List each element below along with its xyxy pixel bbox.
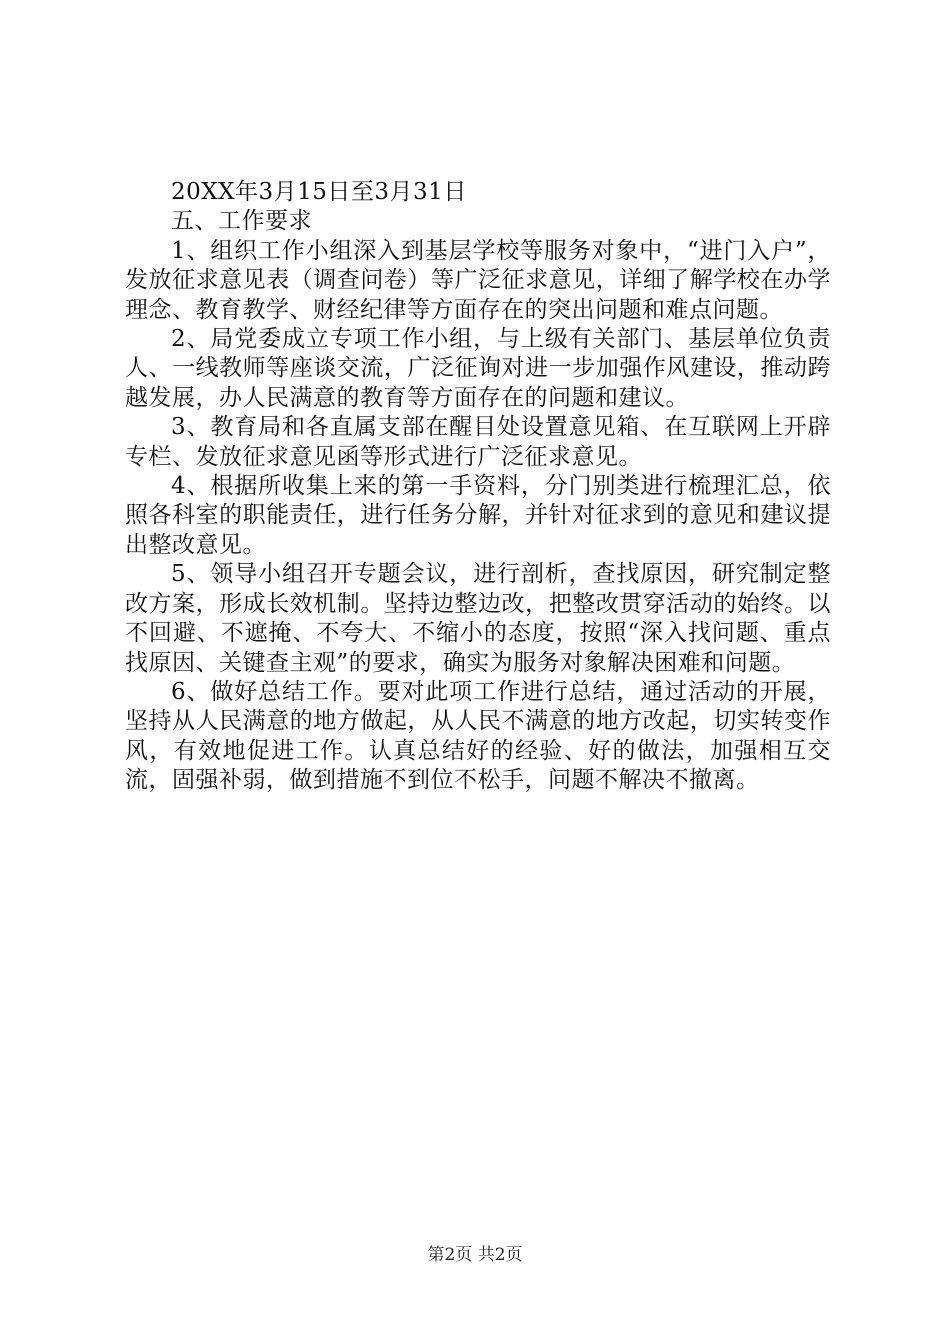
requirement-item-3: 3、教育局和各直属支部在醒目处设置意见箱、在互联网上开辟专栏、发放征求意见函等形式进行广泛征求意见。 — [125, 414, 831, 470]
date-range-line: 20XX年3月15日至3月31日 — [171, 179, 467, 205]
requirement-item-2: 2、局党委成立专项工作小组，与上级有关部门、基层单位负责人、一线教师等座谈交流，广泛征询对进一步加强作风建设，推动跨越发展，办人民满意的教育等方面存在的问题和建议。 — [125, 326, 831, 411]
requirement-item-4: 4、根据所收集上来的第一手资料，分门别类进行梳理汇总，依照各科室的职能责任，进行任务分解，并针对征求到的意见和建议提出整改意见。 — [125, 473, 831, 558]
document-body — [125, 178, 831, 796]
page-number: 第2页 共2页 — [427, 1245, 523, 1265]
requirement-item-1: 1、组织工作小组深入到基层学校等服务对象中，“进门入户”，发放征求意见表（调查问卷）等广泛征求意见，详细了解学校在办学理念、教育教学、财经纪律等方面存在的突出问题和难点问题。 — [125, 237, 831, 323]
requirement-item-5: 5、领导小组召开专题会议，进行剖析，查找原因，研究制定整改方案，形成长效机制。坚持边整边改，把整改贯穿活动的始终。以不回避、不遮掩、不夸大、不缩小的态度，按照“深入找问题、重点找原因、关键查主观”的要求，确实为服务对象解决困难和问题。 — [125, 561, 831, 676]
page-footer — [0, 1244, 950, 1266]
requirement-item-6: 6、做好总结工作。要对此项工作进行总结，通过活动的开展，坚持从人民满意的地方做起，从人民不满意的地方改起，切实转变作风，有效地促进工作。认真总结好的经验、好的做法，加强相互交流，固强补弱，做到措施不到位不松手，问题不解决不撤离。 — [125, 678, 831, 794]
section-heading: 五、工作要求 — [171, 208, 312, 235]
